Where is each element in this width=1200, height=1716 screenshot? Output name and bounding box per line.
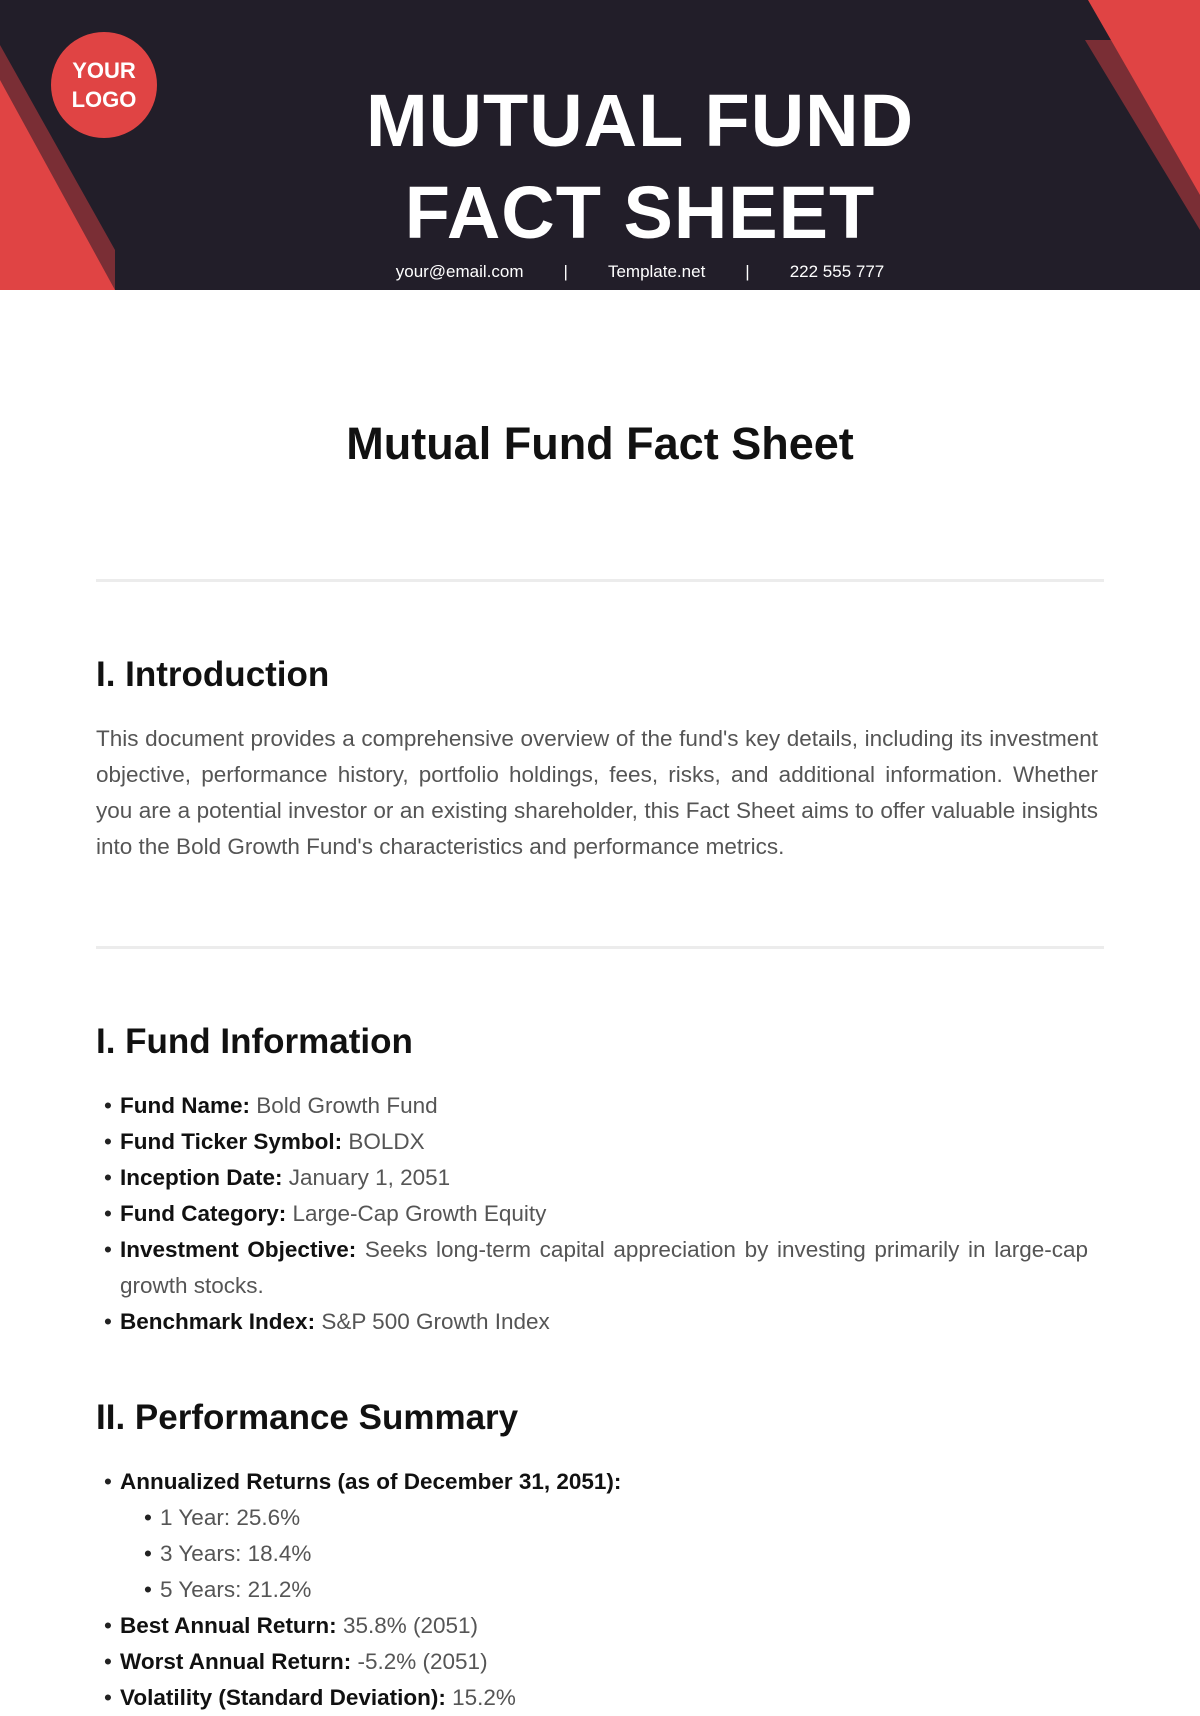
list-item: • Fund Category: Large-Cap Growth Equity <box>104 1196 1104 1232</box>
list-item: • Fund Ticker Symbol: BOLDX <box>104 1124 1104 1160</box>
list-item: • Volatility (Standard Deviation): 15.2% <box>104 1680 1104 1716</box>
list-item: • Annualized Returns (as of December 31, 2051): • 1 Year: 25.6% • 3 Years: 18.4% • 5 Years: 21.2% <box>104 1464 1104 1608</box>
header-banner <box>0 0 1200 290</box>
list-item: • Benchmark Index: S&P 500 Growth Index <box>104 1304 1104 1340</box>
list-item: • 3 Years: 18.4% <box>144 1536 1120 1572</box>
fund-info-list <box>104 1088 1104 1340</box>
fund-info-heading: I. Fund Information <box>96 1022 413 1061</box>
website: Template.net <box>607 262 706 281</box>
intro-text: This document provides a comprehensive overview of the fund's key details, including its investment objective, performance history, portfolio holdings, fees, risks, and additional information. Whether you are a potential investor or an existing shareholder, this Fact Sheet aims to offer valuable insights into the Bold Growth Fund's characteristics and performance metrics. <box>96 726 1098 859</box>
contact-line: your@email.com | Template.net | 222 555 777 <box>395 262 885 281</box>
email: your@email.com <box>395 262 524 281</box>
phone: 222 555 777 <box>789 262 885 281</box>
annualized-returns-list <box>120 1500 1120 1608</box>
divider <box>96 946 1104 949</box>
logo: YOUR LOGO <box>51 32 157 138</box>
list-item: • Worst Annual Return: -5.2% (2051) <box>104 1644 1104 1680</box>
list-item: • Best Annual Return: 35.8% (2051) <box>104 1608 1104 1644</box>
list-item: • Investment Objective: Seeks long-term capital appreciation by investing primarily in large-cap growth stocks. <box>104 1232 1088 1304</box>
page-title: Mutual Fund Fact Sheet <box>346 418 854 469</box>
performance-list <box>104 1464 1104 1716</box>
intro-heading: I. Introduction <box>96 655 330 694</box>
list-item: • 1 Year: 25.6% <box>144 1500 1120 1536</box>
performance-heading: II. Performance Summary <box>96 1398 519 1437</box>
list-item: • Fund Name: Bold Growth Fund <box>104 1088 1104 1124</box>
list-item: • Inception Date: January 1, 2051 <box>104 1160 1104 1196</box>
list-item: • 5 Years: 21.2% <box>144 1572 1120 1608</box>
banner-title: MUTUAL FUND FACT SHEET <box>365 79 915 254</box>
divider <box>96 579 1104 582</box>
